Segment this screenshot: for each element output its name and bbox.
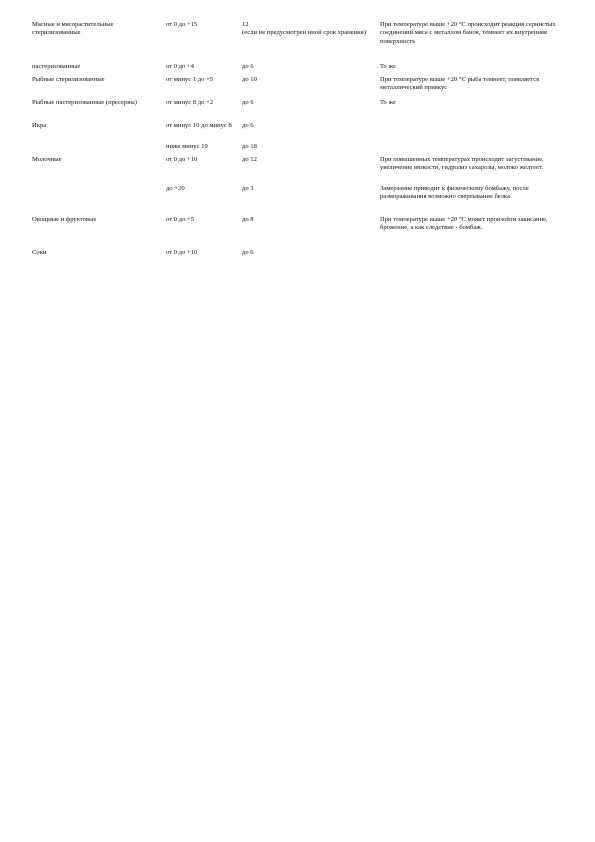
shelf-life-cell: до 6 <box>242 99 254 106</box>
note-cell: Замерзание приводит к физическому бомбажу, после размораживания возможно свертывание белка <box>380 185 529 201</box>
temperature-cell: от 0 до +4 <box>166 63 195 70</box>
shelf-life-cell: до 6 <box>242 63 254 70</box>
shelf-life-cell: до 3 <box>242 185 254 192</box>
shelf-life-cell: 12 (если не предусмотрен иной срок хранения) <box>242 21 366 37</box>
product-cell: пастеризованные <box>32 63 81 70</box>
temperature-cell: от 0 до +10 <box>166 249 198 256</box>
temperature-cell: от 0 до +15 <box>166 21 198 28</box>
note-cell: При температуре выше +20 °С рыба темнеет, появляется металлический привкус <box>380 76 540 92</box>
shelf-life-cell: до 6 <box>242 249 254 256</box>
product-cell: Соки <box>32 249 47 256</box>
temperature-cell: до +20 <box>166 185 185 192</box>
temperature-cell: от 0 до +5 <box>166 216 195 223</box>
note-cell: При температуре выше +20 °С может произойти закисание, брожение, а как следствие - бомбаж. <box>380 216 548 232</box>
shelf-life-cell: до 8 <box>242 216 254 223</box>
note-cell: То же <box>380 99 396 106</box>
shelf-life-cell: до 10 <box>242 76 257 83</box>
product-cell: Овощные и фруктовые <box>32 216 97 223</box>
product-cell: Рыбные стерилизованные <box>32 76 105 83</box>
product-cell: Рыбные пастеризованные (пресервы) <box>32 99 137 106</box>
temperature-cell: от минус 1 до +5 <box>166 76 214 83</box>
note-cell: То же <box>380 63 396 70</box>
temperature-cell: от минус 10 до минус 8 <box>166 122 232 129</box>
temperature-cell: от минус 8 до +2 <box>166 99 214 106</box>
shelf-life-cell: до 6 <box>242 122 254 129</box>
product-cell: Молочные <box>32 156 62 163</box>
product-cell: Мясные и мясорастительные стерилизованные <box>32 21 114 37</box>
temperature-cell: ниже минус 19 <box>166 143 208 150</box>
note-cell: При температуре выше +20 °С происходит реакция сернистых соединений мяса с металлом банок, темнеет их внутренняя поверхность <box>380 21 556 45</box>
note-cell: При повышенных температурах происходит загустевание, увеличение вязкости, гидролиз сахарозы, молоко желтеет. <box>380 156 544 172</box>
shelf-life-cell: до 18 <box>242 143 257 150</box>
product-cell: Икра <box>32 122 47 129</box>
shelf-life-cell: до 12 <box>242 156 257 163</box>
temperature-cell: от 0 до +10 <box>166 156 198 163</box>
